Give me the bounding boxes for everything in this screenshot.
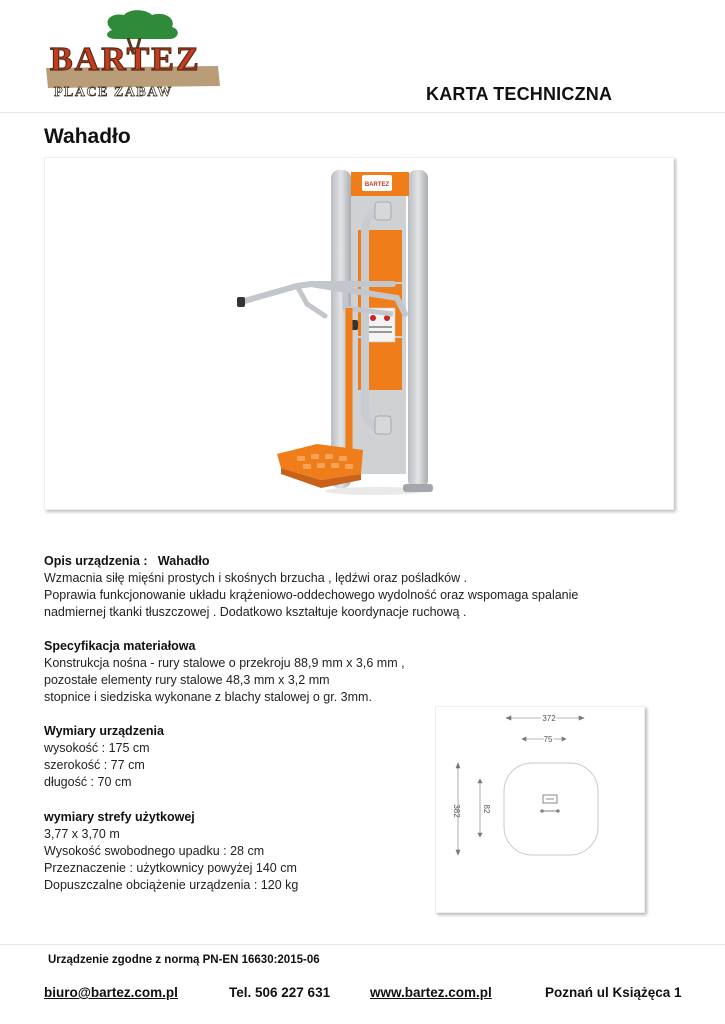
pendulum-machine-illustration xyxy=(45,158,673,509)
logo-tagline-text: PLACE ZABAW xyxy=(54,85,173,100)
safety-zone-line: Wysokość swobodnego upadku : 28 cm xyxy=(44,844,265,858)
phone-number: Tel. 506 227 631 xyxy=(229,985,331,1000)
safety-zone-line: Dopuszczalne obciążenie urządzenia : 120 kg xyxy=(44,878,299,892)
dimension-line: wysokość : 175 cm xyxy=(44,741,150,755)
dimensions-heading: Wymiary urządzenia xyxy=(44,724,164,738)
logo-brand-text: BARTEZ xyxy=(50,41,201,78)
description-line: Wzmacnia siłę mięśni prostych i skośnych brzucha , lędźwi oraz pośladków . xyxy=(44,571,468,585)
materials-line: stopnice i siedziska wykonane z blachy stalowej o gr. 3mm. xyxy=(44,690,372,704)
dimensions-section xyxy=(44,723,164,791)
bartez-logo xyxy=(44,8,224,103)
safety-zone-line: 3,77 x 3,70 m xyxy=(44,827,120,841)
product-title: Wahadło xyxy=(44,125,131,148)
description-line: Poprawia funkcjonowanie układu krążeniowo-oddechowego wydolność oraz wspomaga spalanie xyxy=(44,588,579,602)
image-badge-text: BARTEZ xyxy=(364,182,390,188)
norm-compliance-text: Urządzenie zgodne z normą PN-EN 16630:2015-06 xyxy=(48,954,320,966)
product-photo xyxy=(44,157,674,510)
equipment-footprint-icon xyxy=(541,795,559,812)
safety-zone-heading: wymiary strefy użytkowej xyxy=(44,810,195,824)
materials-line: Konstrukcja nośna - rury stalowe o przekroju 88,9 mm x 3,6 mm , xyxy=(44,656,405,670)
footer-divider xyxy=(0,944,725,945)
address-text: Poznań ul Książęca 1 xyxy=(545,985,682,1000)
safety-zone-section xyxy=(44,809,298,894)
materials-section xyxy=(44,638,405,706)
plan-outer-height-label: 382 xyxy=(452,804,461,818)
document-type-heading: KARTA TECHNICZNA xyxy=(426,84,613,104)
safety-zone-line: Przeznaczenie : użytkownicy powyżej 140 cm xyxy=(44,861,297,875)
safety-zone-outline xyxy=(504,763,598,855)
safety-zone-plan xyxy=(435,706,645,913)
description-section xyxy=(44,553,578,621)
description-line: nadmiernej tkanki tłuszczowej . Dodatkowo kształtuje koordynacje ruchową . xyxy=(44,605,467,619)
plan-outer-width-label: 372 xyxy=(542,714,556,723)
description-label: Opis urządzenia : xyxy=(44,554,148,568)
plan-inner-width-label: 75 xyxy=(543,735,553,744)
email-link[interactable]: biuro@bartez.com.pl xyxy=(44,985,178,1000)
materials-heading: Specyfikacja materiałowa xyxy=(44,639,196,653)
description-product-name: Wahadło xyxy=(157,554,210,568)
dimension-line: szerokość : 77 cm xyxy=(44,758,145,772)
website-link[interactable]: www.bartez.com.pl xyxy=(370,985,492,1000)
materials-line: pozostałe elementy rury stalowe 48,3 mm x 3,2 mm xyxy=(44,673,330,687)
tree-canopy-icon xyxy=(107,10,178,39)
plan-inner-height-label: 82 xyxy=(482,804,491,814)
dimension-line: długość : 70 cm xyxy=(44,775,132,789)
header-divider xyxy=(0,112,725,113)
